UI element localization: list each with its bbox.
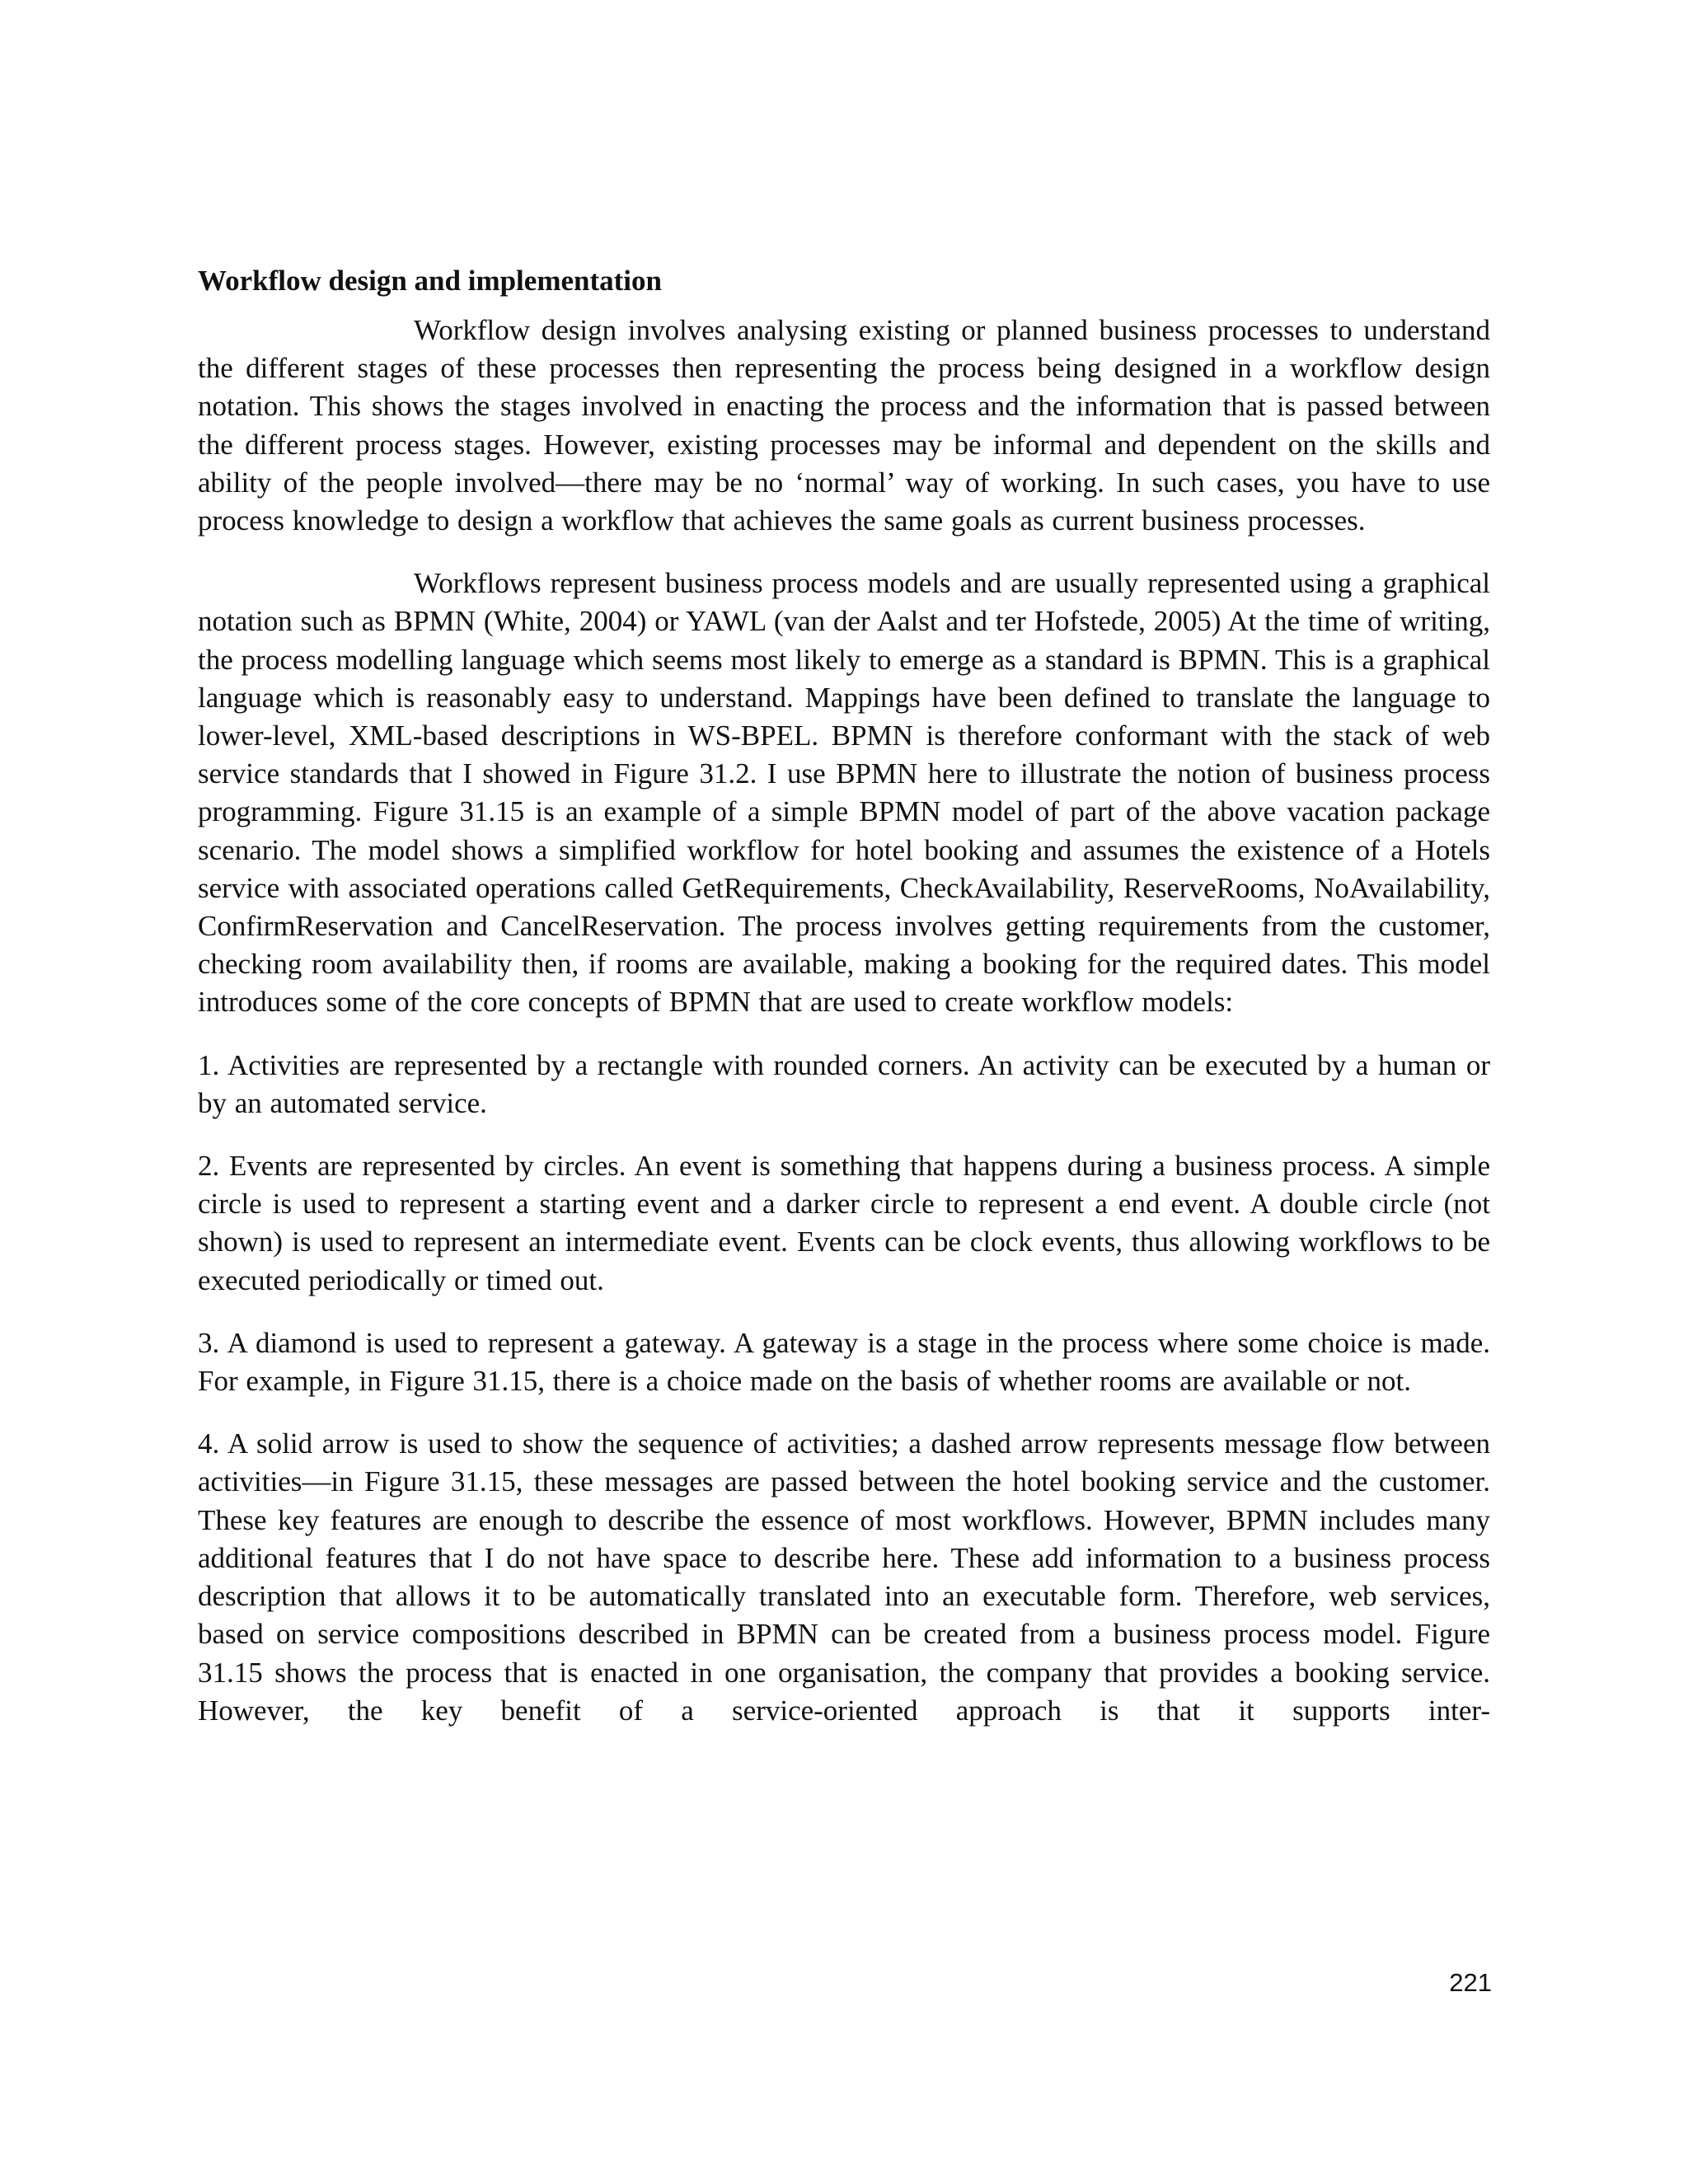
page-body: [198, 262, 1490, 1730]
paragraph-workflow-design: Workflow design involves analysing existing or planned business processes to understand the different stages of these processes then representing the process being designed in a workflow design notation. This shows the stages involved in enacting the process and the information that is passed between the different process stages. However, existing processes may be informal and dependent on the skills and ability of the people involved—there may be no ‘normal’ way of working. In such cases, you have to use process knowledge to design a workflow that achieves the same goals as current business processes.: [198, 314, 1490, 537]
paragraph-workflows-bpmn: Workflows represent business process models and are usually represented using a graphical notation such as BPMN (White, 2004) or YAWL (van der Aalst and ter Hofstede, 2005) At the time of writing, the process modelling language which seems most likely to emerge as a standard is BPMN. This is a graphical language which is reasonably easy to understand. Mappings have been defined to translate the language to lower-level, XML-based descriptions in WS-BPEL. BPMN is therefore conformant with the stack of web service standards that I showed in Figure 31.2. I use BPMN here to illustrate the notion of business process programming. Figure 31.15 is an example of a simple BPMN model of part of the above vacation package scenario. The model shows a simplified workflow for hotel booking and assumes the existence of a Hotels service with associated operations called GetRequirements, CheckAvailability, ReserveRooms, NoAvailability, ConfirmReservation and CancelReservation. The process involves getting requirements from the customer, checking room availability then, if rooms are available, making a booking for the required dates. This model introduces some of the core concepts of BPMN that are used to create workflow models:: [198, 567, 1490, 1019]
list-item-gateway: 3. A diamond is used to represent a gateway. A gateway is a stage in the process where some choice is made. For example, in Figure 31.15, there is a choice made on the basis of whether rooms are available or not.: [198, 1326, 1490, 1398]
page-number: 221: [1449, 1968, 1492, 1997]
section-heading: Workflow design and implementation: [198, 265, 662, 297]
list-item-activities: 1. Activities are represented by a rectangle with rounded corners. An activity can be executed by a human or by an automated service.: [198, 1048, 1490, 1119]
list-item-events: 2. Events are represented by circles. An event is something that happens during a business process. A simple circle is used to represent a starting event and a darker circle to represent a end event. A double circle (not shown) is used to represent an intermediate event. Events can be clock events, thus allowing workflows to be executed periodically or timed out.: [198, 1150, 1490, 1296]
list-item-arrows: 4. A solid arrow is used to show the sequence of activities; a dashed arrow represents message flow between activities—in Figure 31.15, these messages are passed between the hotel booking service and the customer. These key features are enough to describe the essence of most workflows. However, BPMN includes many additional features that I do not have space to describe here. These add information to a business process description that allows it to be automatically translated into an executable form. Therefore, web services, based on service compositions described in BPMN can be created from a business process model. Figure 31.15 shows the process that is enacted in one organisation, the company that provides a booking service. However, the key benefit of a service-oriented approach is that it supports inter-: [198, 1427, 1490, 1727]
